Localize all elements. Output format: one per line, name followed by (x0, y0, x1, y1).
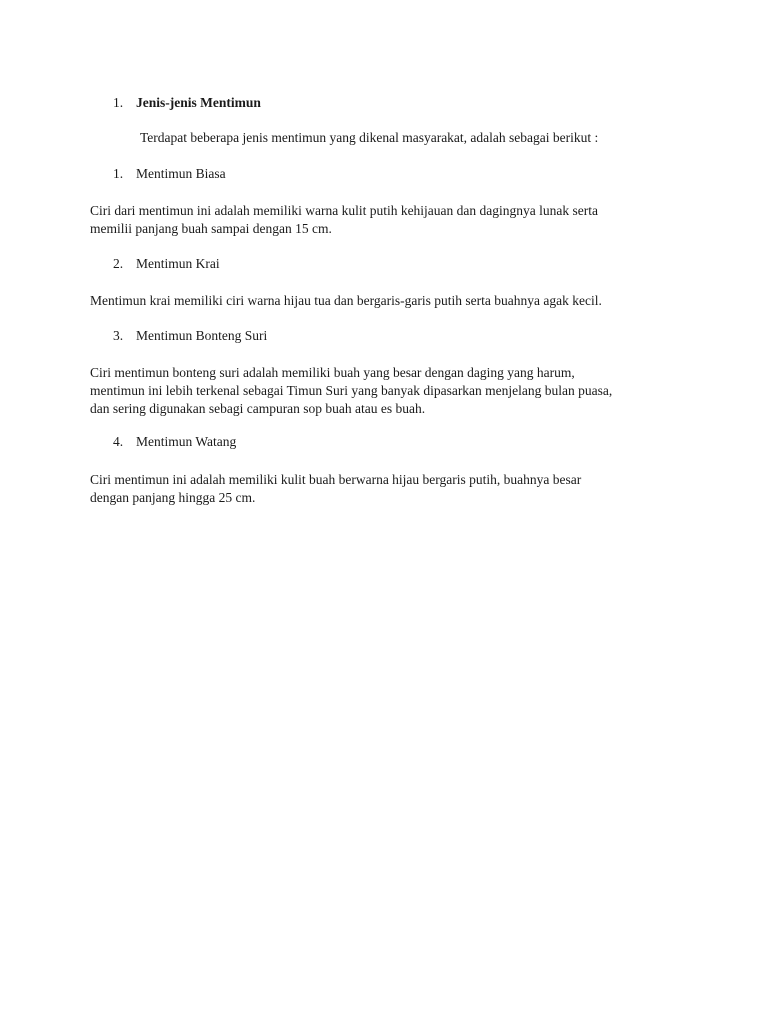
list-item-title: Mentimun Krai (136, 256, 220, 271)
paragraph-line: memilii panjang buah sampai dengan 15 cm. (90, 221, 332, 236)
paragraph-line: Ciri dari mentimun ini adalah memiliki warna kulit putih kehijauan dan dagingnya lunak serta (90, 203, 598, 218)
paragraph-line: dengan panjang hingga 25 cm. (90, 490, 256, 505)
heading-number: 1. (113, 95, 124, 110)
list-item-mentimun-biasa (113, 165, 226, 183)
list-item-mentimun-watang (113, 433, 236, 451)
paragraph-line: mentimun ini lebih terkenal sebagai Timun Suri yang banyak dipasarkan menjelang bulan puasa, (90, 383, 613, 398)
description-paragraph (90, 471, 690, 507)
list-item-title: Mentimun Bonteng Suri (136, 328, 268, 343)
paragraph-line: dan sering digunakan sebagi campuran sop buah atau es buah. (90, 401, 426, 416)
section-heading (113, 94, 261, 112)
intro-paragraph: Terdapat beberapa jenis mentimun yang dikenal masyarakat, adalah sebagai berikut : (140, 130, 599, 145)
list-item-mentimun-bonteng-suri (113, 327, 267, 345)
list-item-title: Mentimun Watang (136, 434, 237, 449)
list-item-number: 1. (113, 166, 124, 181)
paragraph-line: Mentimun krai memiliki ciri warna hijau tua dan bergaris-garis putih serta buahnya agak kecil. (90, 293, 602, 308)
description-paragraph (90, 202, 690, 238)
paragraph-line: Ciri mentimun bonteng suri adalah memiliki buah yang besar dengan daging yang harum, (90, 365, 575, 380)
description-paragraph (90, 364, 690, 418)
heading-text: Jenis-jenis Mentimun (136, 95, 261, 110)
paragraph-line: Ciri mentimun ini adalah memiliki kulit buah berwarna hijau bergaris putih, buahnya besar (90, 472, 582, 487)
description-paragraph (90, 292, 690, 310)
list-item-title: Mentimun Biasa (136, 166, 226, 181)
list-item-number: 4. (113, 434, 124, 449)
list-item-number: 3. (113, 328, 124, 343)
list-item-mentimun-krai (113, 255, 220, 273)
list-item-number: 2. (113, 256, 124, 271)
